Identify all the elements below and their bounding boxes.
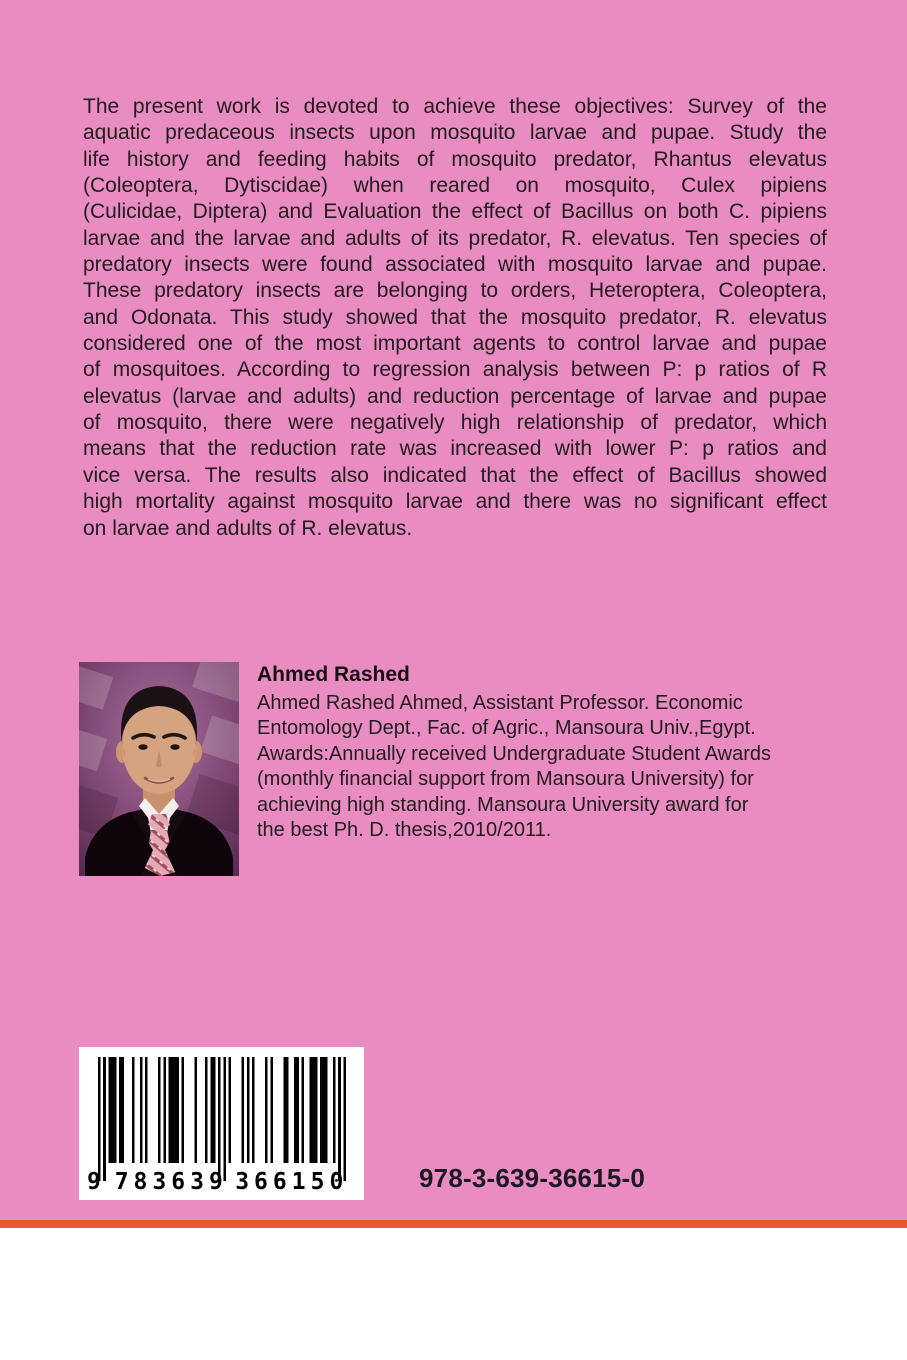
author-bio-line: Ahmed Rashed Ahmed, Assistant Professor. Economic [257,692,743,714]
synopsis-line: (Coleoptera, Dytiscidae) when reared on mosquito, Culex pipiens [83,174,827,198]
author-portrait-illustration [79,662,239,876]
bottom-white-margin [0,1228,907,1360]
synopsis-line: means that the reduction rate was increased with lower P: p ratios and [83,437,827,461]
synopsis-line: predatory insects were found associated with mosquito larvae and pupae. [83,253,827,277]
synopsis-line: elevatus (larvae and adults) and reduction percentage of larvae and pupae [83,384,827,408]
barcode-digit-first: 9 [87,1169,101,1195]
synopsis-line: of mosquitoes. According to regression analysis between P: p ratios of R [83,358,827,382]
synopsis-line: These predatory insects are belonging to orders, Heteroptera, Coleoptera, [83,279,827,303]
author-bio-line: (monthly financial support from Mansoura University) for [257,768,754,791]
synopsis-line: larvae and the larvae and adults of its predator, R. elevatus. Ten species of [83,226,827,250]
synopsis-line: on larvae and adults of R. elevatus. [83,516,413,540]
barcode-digits [87,1167,352,1195]
synopsis-line: and Odonata. This study showed that the mosquito predator, R. elevatus [83,305,827,329]
synopsis-line: (Culicidae, Diptera) and Evaluation the effect of Bacillus on both C. pipiens [83,200,827,224]
author-bio [257,691,837,843]
barcode-bars [98,1057,346,1181]
author-bio-line: the best Ph. D. thesis,2010/2011. [257,818,552,841]
author-bio-line: achieving high standing. Mansoura University award for [257,793,749,816]
synopsis-line: The present work is devoted to achieve these objectives: Survey of the [83,95,827,118]
barcode [79,1047,364,1200]
author-photo [79,662,239,876]
isbn-label: 978-3-639-36615-0 [419,1163,646,1193]
barcode-digits-left: 783639 [114,1169,228,1195]
author-name: Ahmed Rashed [257,663,410,686]
synopsis-line: life history and feeding habits of mosquito predator, Rhantus elevatus [83,147,827,171]
synopsis-line: considered one of the most important agents to control larvae and pupae [83,332,827,356]
author-bio-line: Entomology Dept., Fac. of Agric., Mansoura Univ.,Egypt. [257,717,756,740]
author-bio-line: Awards:Annually received Undergraduate Student Awards [257,742,772,765]
synopsis-line: high mortality against mosquito larvae and there was no significant effect [83,490,827,514]
synopsis-text [83,94,827,542]
synopsis-line: aquatic predaceous insects upon mosquito larvae and pupae. Study the [83,121,827,145]
accent-stripe [0,1220,907,1228]
synopsis-line: vice versa. The results also indicated that the effect of Bacillus showed [83,463,827,487]
synopsis-line: of mosquito, there were negatively high relationship of predator, which [83,411,827,435]
barcode-digits-right: 366150 [235,1169,349,1195]
